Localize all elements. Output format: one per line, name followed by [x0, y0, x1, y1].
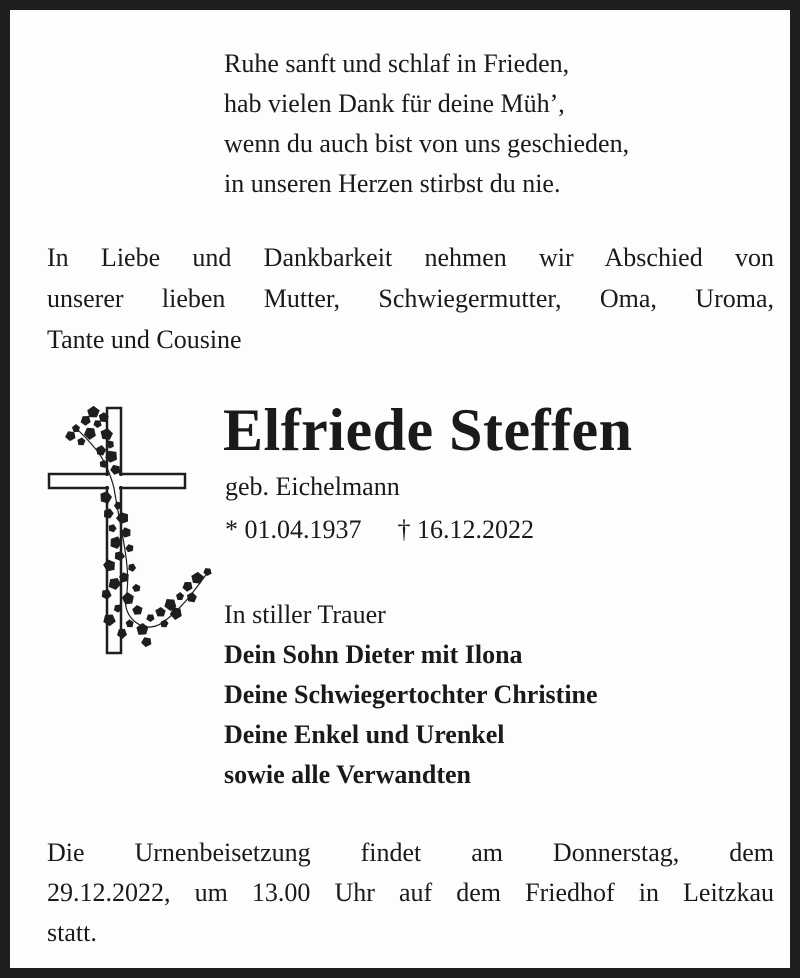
mourner-line: Deine Enkel und Urenkel	[224, 720, 505, 749]
ivy-leaf	[131, 603, 144, 616]
ivy-leaf	[134, 622, 151, 639]
funeral-notice	[47, 833, 774, 953]
intro-line: unserer lieben Mutter, Schwiegermutter, Oma, Uroma,	[47, 284, 774, 313]
mourners-intro: In stiller Trauer	[224, 600, 386, 629]
poem-line: wenn du auch bist von uns geschieden,	[224, 129, 630, 158]
deceased-name: Elfriede Steffen	[223, 397, 633, 463]
life-dates	[225, 515, 534, 545]
mourner-line: sowie alle Verwandten	[224, 760, 471, 789]
birth-name: geb. Eichelmann	[225, 472, 400, 501]
poem-line: in unseren Herzen stirbst du nie.	[224, 169, 561, 198]
mourner-line: Deine Schwiegertochter Christine	[224, 680, 598, 709]
funeral-line: statt.	[47, 918, 97, 947]
ivy-leaf	[176, 592, 184, 600]
ivy-leaf	[127, 563, 136, 572]
cross-with-ivy-icon	[46, 398, 226, 658]
poem-line: hab vielen Dank für deine Müh’,	[224, 89, 565, 118]
death-date: † 16.12.2022	[397, 515, 534, 544]
ivy-leaf	[145, 613, 155, 623]
mourner-line: Dein Sohn Dieter mit Ilona	[224, 640, 523, 669]
mourners-block	[224, 595, 598, 795]
intro-line: Tante und Cousine	[47, 325, 242, 354]
ivy-leaf	[124, 542, 135, 553]
funeral-line: Die Urnenbeisetzung findet am Donnerstag, dem	[47, 838, 774, 867]
ivy-leaf	[154, 606, 167, 619]
ivy-leaf	[121, 591, 134, 604]
memorial-poem	[224, 44, 629, 204]
farewell-intro	[47, 237, 774, 360]
ivy-leaf	[140, 636, 151, 647]
funeral-line: 29.12.2022, um 13.00 Uhr auf dem Friedhof in Leitzkau	[47, 878, 774, 907]
birth-date: * 01.04.1937	[225, 515, 362, 544]
intro-line: In Liebe und Dankbarkeit nehmen wir Abschied von	[47, 243, 774, 272]
ivy-leaf	[124, 618, 135, 629]
ivy-leaf	[131, 583, 140, 592]
poem-line: Ruhe sanft und schlaf in Frieden,	[224, 49, 570, 78]
